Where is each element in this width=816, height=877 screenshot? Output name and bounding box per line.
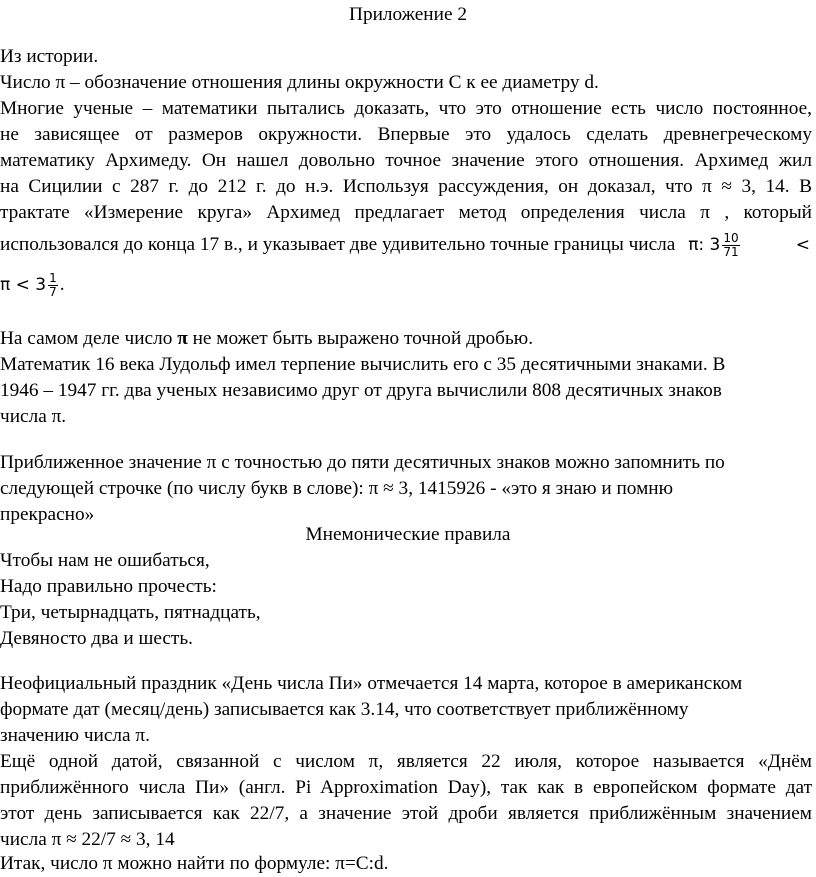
page-title: Приложение 2 (349, 4, 467, 25)
pi-irrational-line (0, 326, 533, 352)
approx-line-1: Приближенное значение π с точностью до пяти десятичных знаков можно запомнить по (0, 452, 725, 473)
fraction-denominator: 7 (49, 285, 57, 300)
history-line-3: математику Архимеду. Он нашел довольно точное значение этого отношения. Архимед жил (0, 150, 812, 171)
history-line-1: Многие ученые – математики пытались доказать, что это отношение есть число постоянное, (0, 98, 812, 119)
fraction-ten-seventy-one (722, 232, 739, 259)
ludolf-line-2: 1946 – 1947 гг. два ученых независимо друг от друга вычислили 808 десятичных знаков (0, 380, 722, 401)
history-line-7 (0, 272, 65, 299)
mnemonic-line: Девяносто два и шесть. (0, 628, 193, 649)
mnemonic-heading: Мнемонические правила (305, 524, 511, 545)
less-than-sign: < (795, 235, 810, 255)
pi-day-line-2: формате дат (месяц/день) записывается как 3.14, что соответствует приближённому (0, 699, 689, 720)
fraction-numerator: 1 (49, 271, 57, 286)
period: . (59, 274, 65, 295)
history-line-6-text: использовался до конца 17 в., и указывает две удивительно точные границы числа (0, 234, 676, 255)
pi-day-line-1: Неофициальный праздник «День числа Пи» отмечается 14 марта, которое в американском (0, 673, 743, 694)
pi-definition: Число π – обозначение отношения длины окружности С к ее диаметру d. (0, 72, 599, 93)
bound-upper-whole: π < 3 (0, 275, 47, 295)
pi-bold-symbol: π (177, 328, 188, 349)
approx-line-2: следующей строчке (по числу букв в слове): π ≈ 3, 1415926 - «это я знаю и помню (0, 478, 673, 499)
pi-day-line-3: значению числа π. (0, 725, 150, 746)
history-line-4: на Сицилии с 287 г. до 212 г. до н.э. Используя рассуждения, он доказал, что π ≈ 3, 14. В (0, 176, 812, 197)
bound-lower-whole: π: 3 (688, 235, 721, 255)
mnemonic-line: Надо правильно прочесть: (0, 576, 217, 597)
mnemonic-line: Чтобы нам не ошибаться, (0, 550, 210, 571)
fraction-denominator: 71 (723, 245, 739, 260)
history-line-2: не зависящее от размеров окружности. Впервые это удалось сделать древнегреческому (0, 124, 812, 145)
mnemonic-line: Три, четырнадцать, пятнадцать, (0, 602, 261, 623)
ludolf-line-1: Математик 16 века Лудольф имел терпение вычислить его с 35 десятичными знаками. В (0, 354, 726, 375)
fraction-numerator: 10 (723, 231, 739, 246)
history-line-6 (0, 232, 812, 259)
fraction-one-seventh (48, 272, 58, 299)
approx-day-line-1: Ещё одной датой, связанной с числом π, является 22 июля, которое называется «Днём (0, 751, 812, 772)
pi-irrational-text-b: не может быть выражено точной дробью. (187, 328, 534, 349)
history-heading: Из истории. (0, 46, 99, 67)
approx-day-line-4: числа π ≈ 22/7 ≈ 3, 14 (0, 829, 175, 850)
pi-irrational-text-a: На самом деле число (0, 328, 178, 349)
history-line-5: трактате «Измерение круга» Архимед предлагает метод определения числа π , который (0, 202, 812, 223)
formula-line: Итак, число π можно найти по формуле: π=С:d. (0, 853, 389, 874)
approx-line-3: прекрасно» (0, 504, 95, 525)
ludolf-line-3: числа π. (0, 406, 67, 427)
approx-day-line-2: приближённого числа Пи» (англ. Pi Approximation Day), так как в европейском формате дат (0, 777, 812, 798)
approx-day-line-3: этот день записывается как 22/7, а значение этой дроби является приближённым значением (0, 803, 812, 824)
